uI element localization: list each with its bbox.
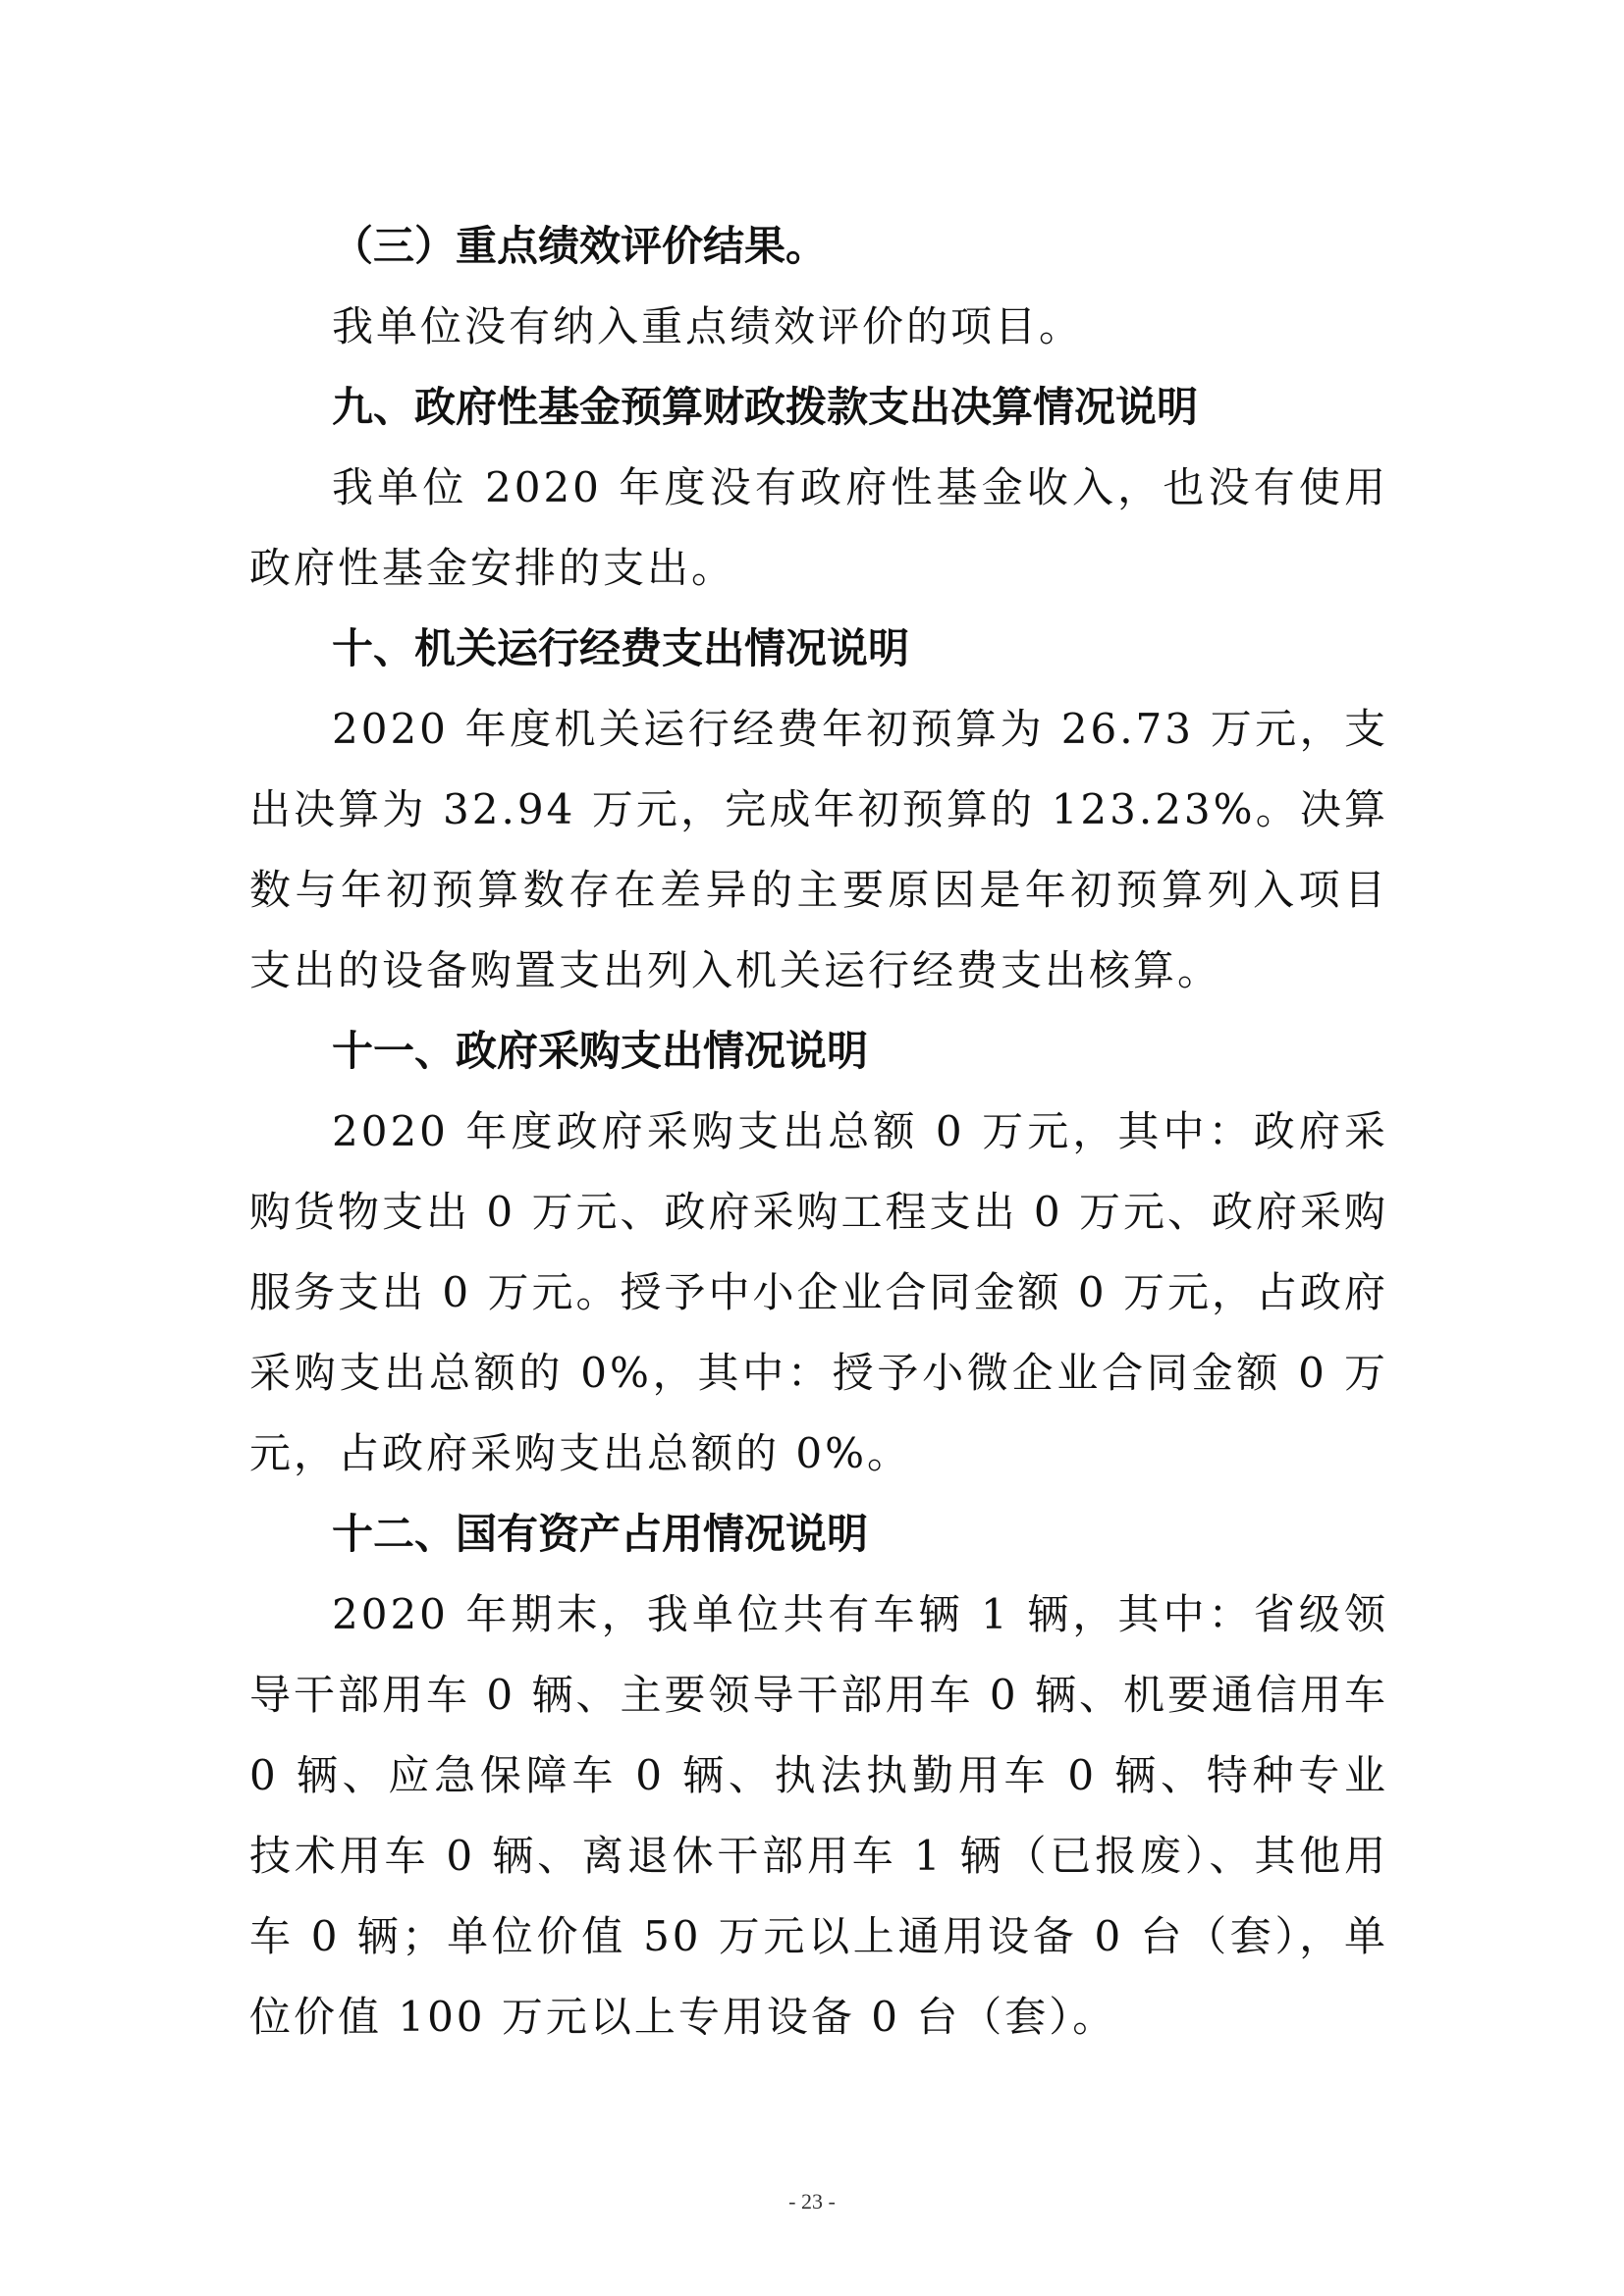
section-government-procurement (249, 1011, 1388, 1494)
section-heading: 九、政府性基金预算财政拨款支出决算情况说明 (332, 383, 1199, 431)
section-key-performance-results (249, 206, 1388, 367)
section-state-assets (249, 1494, 1388, 2057)
section-operating-expenses (249, 609, 1388, 1011)
section-paragraph: 我单位 2020 年度没有政府性基金收入，也没有使用政府性基金安排的支出。 (249, 463, 1388, 592)
section-paragraph: 2020 年期末，我单位共有车辆 1 辆，其中：省级领导干部用车 0 辆、主要领导干部用车 0 辆、机要通信用车 0 辆、应急保障车 0 辆、执法执勤用车 0 辆、特种专业技术用车 0 辆、离退休干部用车 1 辆（已报废）、其他用车 0 辆；单位价值 50 万元以上通用设备 0 台（套），单位价值 100 万元以上专用设备 0 台（套）。 (249, 1590, 1388, 2041)
section-heading: 十二、国有资产占用情况说明 (332, 1510, 869, 1558)
section-government-fund-budget (249, 367, 1388, 609)
section-paragraph: 2020 年度机关运行经费年初预算为 26.73 万元，支出决算为 32.94 万元，完成年初预算的 123.23%。决算数与年初预算数存在差异的主要原因是年初预算列入项目支出的设备购置支出列入机关运行经费支出核算。 (249, 705, 1388, 994)
page-number: - 23 - (788, 2189, 836, 2214)
section-heading: （三）重点绩效评价结果。 (332, 222, 828, 270)
document-body (249, 206, 1388, 2057)
section-heading: 十一、政府采购支出情况说明 (332, 1027, 869, 1075)
section-paragraph: 2020 年度政府采购支出总额 0 万元，其中：政府采购货物支出 0 万元、政府采购工程支出 0 万元、政府采购服务支出 0 万元。授予中小企业合同金额 0 万元，占政府采购支出总额的 0%，其中：授予小微企业合同金额 0 万元，占政府采购支出总额的 0%。 (249, 1107, 1388, 1477)
section-paragraph: 我单位没有纳入重点绩效评价的项目。 (332, 302, 1084, 350)
section-heading: 十、机关运行经费支出情况说明 (332, 624, 910, 672)
